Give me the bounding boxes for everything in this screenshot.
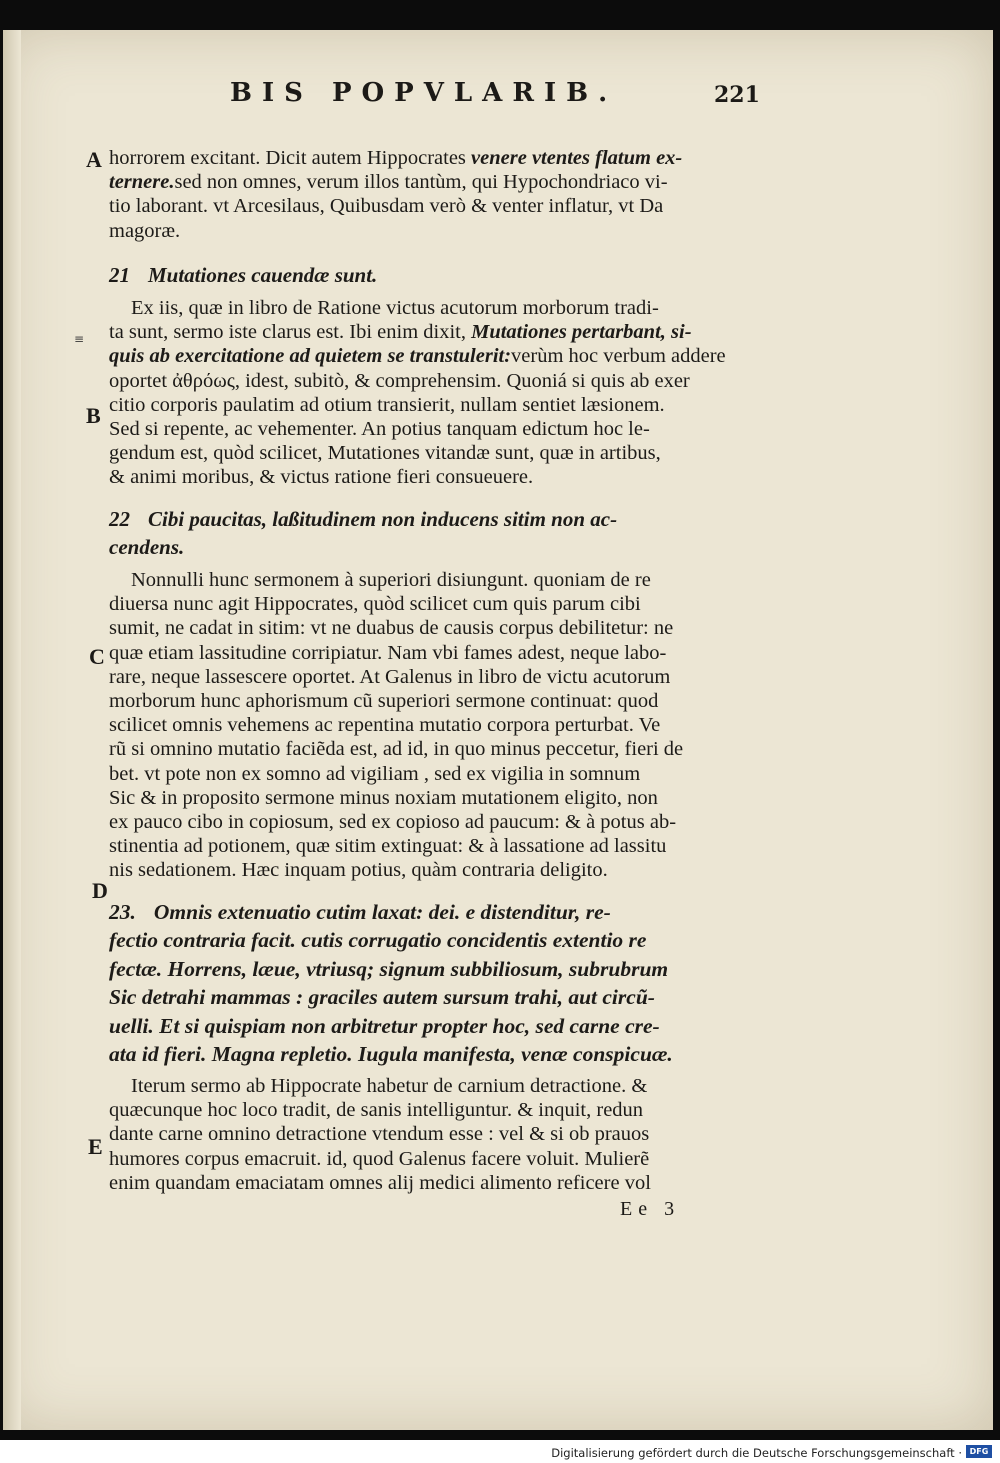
- aphorism-text: Mutationes cauendæ sunt.: [148, 263, 378, 287]
- aphorism-line: fectæ. Horrens, læue, vtriusq; signum subbiliosum, subrubrum: [109, 956, 669, 981]
- funding-credit: Digitalisierung gefördert durch die Deutsche Forschungsgemeinschaft ·: [551, 1446, 962, 1460]
- paragraph-body: [109, 568, 759, 883]
- margin-letter-e: E: [88, 1134, 103, 1159]
- text-run: verùm hoc verbum addere: [511, 345, 726, 368]
- text-run: Sed si repente, ac vehementer. An potius tanquam edictum hoc le-: [109, 418, 650, 441]
- text-run: magoræ.: [109, 219, 181, 242]
- aphorism-number: 23.: [109, 900, 136, 924]
- text-run: gendum est, quòd scilicet, Mutationes vitandæ sunt, quæ in artibus,: [109, 442, 661, 465]
- text-run: enim quandam emaciatam omnes alij medici alimento reficere vol: [109, 1171, 651, 1194]
- aphorism-line: Omnis extenuatio cutim laxat: dei. e distenditur, re-: [153, 900, 611, 924]
- text-run: horrorem excitant. Dicit autem Hippocrates: [109, 147, 472, 169]
- aphorism-line: Sic detrahi mammas : graciles autem sursum trahi, aut circũ-: [109, 985, 655, 1010]
- margin-letter-c: C: [89, 644, 105, 669]
- page-gutter-shadow: [3, 30, 21, 1430]
- aphorism-21: [109, 263, 759, 287]
- aphorism-line: ata id fieri. Magna repletio. Iugula manifesta, venæ conspicuæ.: [109, 1042, 673, 1067]
- digitization-footer: [0, 1440, 1000, 1463]
- text-run: ta sunt, sermo iste clarus est. Ibi enim dixit,: [109, 321, 472, 344]
- paragraph-body: [109, 1074, 759, 1195]
- italic-run: venere vtentes flatum ex-: [471, 147, 683, 169]
- text-run: sumit, ne cadat in sitim: vt ne duabus de causis corpus debilitetur: ne: [109, 617, 674, 640]
- running-head: BIS POPVLARIB.: [230, 78, 618, 108]
- aphorism-text-continued: cendens.: [109, 535, 185, 559]
- italic-run: quis ab exercitatione ad quietem se transtulerit:: [109, 345, 512, 368]
- aphorism-22: [109, 505, 759, 561]
- text-run: Ex iis, quæ in libro de Ratione victus acutorum morborum tradi-: [131, 297, 659, 319]
- paragraph-body: [109, 146, 759, 243]
- text-run: rũ si omnino mutatio faciẽda est, ad id, in quo minus peccetur, fieri de: [109, 738, 684, 761]
- aphorism-line: fectio contraria facit. cutis corrugatio concidentis extentio re: [109, 928, 647, 953]
- text-run: stinentia ad potionem, quæ sitim extinguat: & à lassatione ad lassitu: [109, 835, 667, 858]
- aphorism-line: uelli. Et si quispiam non arbitretur propter hoc, sed carne cre-: [109, 1013, 660, 1038]
- text-run: & animi moribus, & victus ratione fieri consueuere.: [109, 466, 534, 489]
- text-run: nis sedationem. Hæc inquam potius, quàm contraria deligito.: [109, 859, 608, 882]
- text-run: dante carne omnino detractione vtendum esse : vel & si ob prauos: [109, 1123, 650, 1146]
- text-run: quæcunque hoc loco tradit, de sanis intelliguntur. & inquit, redun: [109, 1099, 644, 1122]
- text-run: humores corpus emacruit. id, quod Galenus facere voluit. Mulierẽ: [109, 1147, 650, 1170]
- text-run: Iterum sermo ab Hippocrate habetur de carnium detractione. &: [131, 1075, 648, 1097]
- margin-letter-b: B: [86, 403, 101, 428]
- text-run: sed non omnes, verum illos tantùm, qui Hypochondriaco vi-: [174, 171, 668, 194]
- dfg-logo: DFG: [966, 1445, 992, 1458]
- text-run: tio laborant. vt Arcesilaus, Quibusdam verò & venter inflatur, vt Da: [109, 195, 664, 218]
- text-run: rare, neque lassescere oportet. At Galenus in libro de victu acutorum: [109, 665, 671, 688]
- text-run: diuersa nunc agit Hippocrates, quòd scilicet cum quis parum cibi: [109, 593, 641, 616]
- aphorism-number: 22: [109, 507, 130, 531]
- text-run: oportet ἀθρόως, idest, subitò, & comprehensim. Quoniá si quis ab exer: [109, 369, 690, 392]
- text-run: ex pauco cibo in copiosum, sed ex copioso ad paucum: & à potus ab-: [109, 811, 677, 834]
- aphorism-text: Cibi paucitas, laßitudinem non inducens sitim non ac-: [148, 507, 618, 531]
- paragraph-1: [109, 146, 759, 243]
- page-number: 221: [714, 82, 760, 108]
- italic-run: Mutationes pertarbant, si-: [471, 321, 692, 344]
- paragraph-3: [109, 568, 759, 883]
- text-run: quæ etiam lassitudine corripiatur. Nam vbi fames adest, neque labo-: [109, 641, 667, 664]
- text-run: scilicet omnis vehemens ac repentina mutatio corpora perturbat. Ve: [109, 714, 661, 737]
- paragraph-body: [109, 296, 759, 490]
- text-run: Nonnulli hunc sermonem à superiori disiungunt. quoniam de re: [131, 569, 651, 591]
- catchword-signature: Ee 3: [620, 1198, 681, 1220]
- italic-run: ternere.: [109, 171, 175, 194]
- aphorism-23: [109, 898, 759, 1068]
- margin-note-mark: ≡: [74, 332, 85, 346]
- margin-letter-d: D: [92, 878, 108, 903]
- text-run: Sic & in proposito sermone minus noxiam mutationem eligito, non: [109, 786, 658, 809]
- text-run: citio corporis paulatim ad otium transierit, nullam sentiet læsionem.: [109, 393, 665, 416]
- margin-letter-a: A: [86, 147, 102, 172]
- aphorism-number: 21: [109, 263, 130, 287]
- paragraph-2: [109, 296, 759, 490]
- paragraph-4: [109, 1074, 759, 1195]
- text-run: bet. vt pote non ex somno ad vigiliam , sed ex vigilia in somnum: [109, 762, 641, 785]
- text-run: morborum hunc aphorismum cũ superiori sermone continuat: quod: [109, 690, 659, 713]
